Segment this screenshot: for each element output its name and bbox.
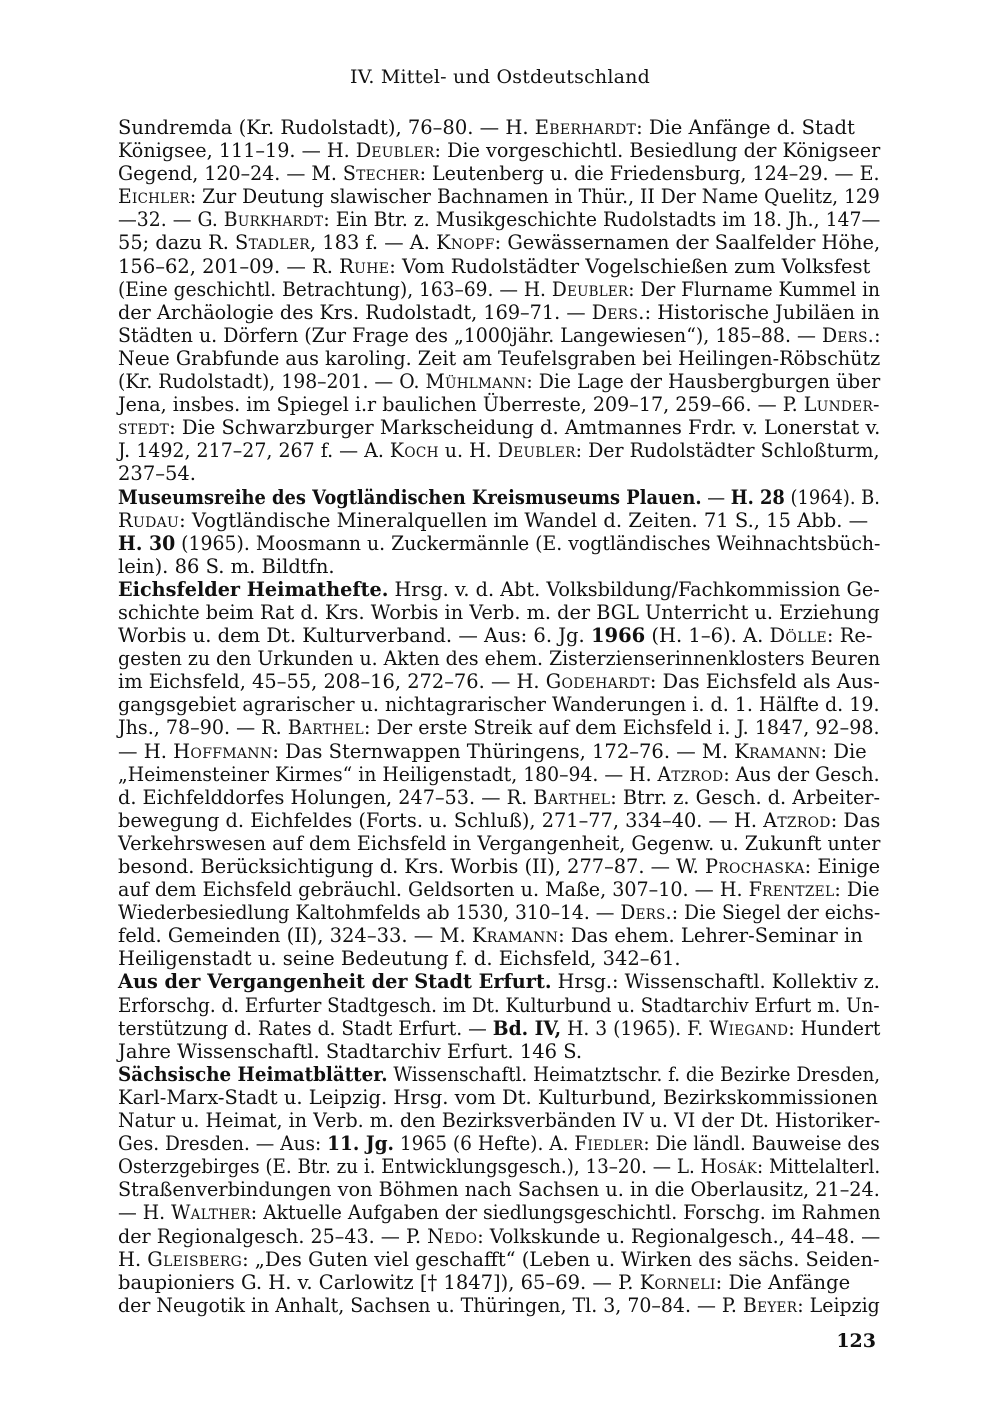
bold-text: Sächsische Heimatblätter. [118, 1062, 388, 1086]
text-run: Osterzgebirges (E. Btr. zu i. Entwicklungsgesch.), 13–20. — L. [118, 1155, 701, 1179]
text-run: Erforschg. d. Erfurter Stadtgesch. im Dt. Kulturbund u. Stadtarchiv Erfurt m. Un- [118, 993, 880, 1017]
text-line [118, 716, 880, 740]
text-run: H. [118, 1247, 148, 1271]
author-name: Prochaska [704, 855, 805, 878]
text-run: Neue Grabfunde aus karoling. Zeit am Teufelsgraben bei Heilingen-Röbschütz [118, 346, 881, 370]
text-run: Sundremda (Kr. Rudolstadt), 76–80. — H. [118, 116, 535, 139]
bold-text: Eichsfelder Heimathefte. [118, 577, 389, 601]
text-run: : Die Schwarzburger Markscheidung d. Amtmannes Frdr. v. Lonerstat v. [169, 416, 881, 440]
text-run: der Regionalgesch. 25–43. — P. [118, 1224, 428, 1248]
text-run: (Eine geschichtl. Betrachtung), 163–69. — H. [118, 277, 552, 301]
text-run: feld. Gemeinden (II), 324–33. — M. [118, 924, 472, 948]
text-run: —32. — G. [118, 208, 224, 232]
bold-text: 11. Jg. [327, 1132, 395, 1156]
text-run: : Die vorgeschichtl. Besiedlung der Königseer [434, 139, 881, 163]
text-run: 237–54. [118, 462, 196, 486]
text-run: , 183 f. — A. [309, 231, 437, 255]
text-run: : Die Siegel der eichs- [671, 901, 881, 925]
text-run: : Die Anfänge [715, 1270, 851, 1294]
text-run: gesten zu den Urkunden u. Akten des ehem. Zisterzienserinnenklosters Beuren [118, 647, 881, 671]
text-run: — H. [118, 739, 174, 763]
author-name: Burkhardt [223, 208, 324, 232]
text-run: : Re- [826, 624, 873, 648]
text-line [118, 485, 880, 509]
text-run: : Ein Btr. z. Musikgeschichte Rudolstadts im 18. Jh., 147— [323, 208, 881, 232]
author-name: Godehardt [545, 670, 650, 694]
text-run: der Neugotik in Anhalt, Sachsen u. Thüringen, Tl. 3, 70–84. — P. [118, 1293, 743, 1317]
text-run: Hrsg.: Wissenschaftl. Kollektiv z. [551, 970, 880, 994]
bold-text: 1966 [590, 624, 646, 648]
text-line [118, 139, 881, 163]
text-run: : Vogtländische Mineralquellen im Wandel d. Zeiten. 71 S., 15 Abb. — [179, 508, 869, 532]
author-name: Deubler [551, 277, 629, 301]
text-run: d. Eichfelddorfes Holungen, 247–53. — R. [118, 785, 534, 809]
author-name: Nedo [427, 1224, 478, 1248]
text-run: : Gewässernamen der Saalfelder Höhe, [494, 231, 881, 255]
author-name: Eichler [118, 185, 190, 209]
author-name: Dölle [769, 624, 827, 648]
text-run: : Aus der Gesch. [723, 762, 880, 786]
text-line [118, 855, 881, 878]
text-run: : Btrr. z. Gesch. d. Arbeiter- [610, 785, 881, 809]
author-name: Korneli [639, 1270, 716, 1294]
text-line [118, 462, 880, 485]
author-name: Stecher [342, 162, 420, 186]
text-run: : Einige [804, 855, 881, 878]
text-line [118, 208, 881, 232]
author-name: Koch [389, 439, 439, 463]
bold-text: Aus der Vergangenheit der Stadt Erfurt. [118, 970, 552, 994]
text-run: 156–62, 201–09. — R. [118, 254, 340, 278]
text-line [118, 1293, 880, 1317]
text-run: : Die Lage der Hausbergburgen über [526, 370, 881, 394]
text-line [118, 878, 880, 902]
text-line [118, 970, 880, 994]
text-line [118, 1271, 880, 1294]
text-run: : Leipzig [797, 1293, 880, 1317]
text-run: terstützung d. Rates d. Stadt Erfurt. — [118, 1016, 493, 1040]
text-run: auf dem Eichsfeld gebräuchl. Geldsorten u. Maße, 307–10. — H. [118, 878, 749, 902]
text-run: : Der Rudolstädter Schloßturm, [575, 439, 880, 463]
text-run: Karl-Marx-Stadt u. Leipzig. Hrsg. vom Dt. Kulturbund, Bezirkskommissionen [118, 1085, 878, 1109]
text-line [118, 185, 880, 209]
text-run: : „Des Guten viel geschafft“ (Leben u. Wirken des sächs. Seiden- [242, 1247, 880, 1271]
text-line [118, 762, 880, 786]
text-line [118, 1040, 880, 1063]
author-name: Hosák [700, 1155, 757, 1179]
text-line [118, 1062, 881, 1086]
author-name: Stadler [235, 231, 310, 255]
author-name: Ders. [591, 300, 645, 324]
text-run: Gegend, 120–24. — M. [118, 162, 343, 186]
author-name: Barthel [533, 785, 611, 809]
text-line [118, 740, 880, 763]
author-name: Eberhardt [534, 116, 637, 139]
author-name: Mühlmann [425, 370, 527, 394]
author-name: Hoffmann [173, 739, 273, 763]
text-run: Jena, insbes. im Spiegel i.r baulichen Überreste, 209–17, 259–66. — P. [118, 393, 804, 417]
text-line [118, 1155, 881, 1179]
text-run: : Zur Deutung slawischer Bachnamen in Thür., II Der Name Quelitz, 129 [189, 185, 880, 209]
text-line [118, 1016, 881, 1040]
author-name: Atzrod [657, 762, 724, 786]
text-line [118, 1132, 880, 1156]
text-run: : Das [830, 808, 881, 832]
text-run: (1965). Moosmann u. Zuckermännle (E. vogtländisches Weihnachtsbüch- [175, 531, 881, 555]
text-line [118, 1201, 881, 1225]
text-run: „Heimensteiner Kirmes“ in Heiligenstadt, 180–94. — H. [118, 762, 658, 786]
text-run: bewegung d. Eichfeldes (Forts. u. Schluß), 271–77, 334–40. — H. [118, 808, 764, 832]
text-run: : Aktuelle Aufgaben der siedlungsgeschichtl. Forschg. im Rahmen [250, 1201, 881, 1225]
text-run: im Eichsfeld, 45–55, 208–16, 272–76. — H. [118, 670, 546, 694]
text-line [118, 924, 880, 947]
author-name: Knopf [436, 231, 495, 255]
text-line [118, 116, 880, 139]
text-line [118, 1109, 881, 1133]
running-header: IV. Mittel- und Ostdeutschland [350, 66, 650, 88]
text-line [118, 323, 881, 347]
author-name: Beyer [742, 1293, 798, 1317]
text-line [118, 300, 880, 324]
text-line [118, 624, 880, 647]
text-run: Ges. Dresden. — Aus: [118, 1132, 328, 1156]
text-line [118, 1086, 880, 1109]
text-run: lein). 86 S. m. Bildtfn. [118, 554, 335, 578]
text-run: : Das Sternwappen Thüringens, 172–76. — M. [272, 739, 735, 763]
text-run: : [874, 323, 881, 347]
text-run: : Vom Rudolstädter Vogelschießen zum Volksfest [389, 254, 871, 278]
bold-text: H. 28 [730, 485, 785, 509]
author-name: Deubler [497, 439, 576, 463]
text-line [118, 785, 881, 809]
text-line [118, 693, 880, 717]
text-run: (1964). B. [784, 485, 880, 509]
author-name: Wiegand [709, 1016, 789, 1040]
author-name: Deubler [355, 139, 435, 163]
text-run: : Das Eichsfeld als Aus- [649, 670, 880, 694]
author-name: Gleisberg [147, 1247, 243, 1271]
bibliography-text [118, 116, 880, 1317]
text-line [118, 255, 880, 278]
text-run: Jhs., 78–90. — R. [118, 716, 288, 740]
text-line [118, 947, 880, 970]
text-line [118, 277, 881, 301]
author-name: Ders. [620, 901, 672, 925]
text-run: Hrsg. v. d. Abt. Volksbildung/Fachkommission Ge- [388, 577, 880, 601]
text-run: : Volkskunde u. Regionalgesch., 44–48. — [477, 1224, 881, 1248]
text-line [118, 555, 880, 578]
text-line [118, 370, 881, 394]
text-run: Heiligenstadt u. seine Bedeutung f. d. Eichsfeld, 342–61. [118, 947, 681, 971]
author-name: Kramann [734, 739, 821, 763]
text-run: (Kr. Rudolstadt), 198–201. — O. [118, 370, 426, 394]
bold-text: H. 30 [118, 531, 176, 555]
author-name: Ruhe [339, 254, 390, 278]
text-line [118, 439, 880, 463]
text-run: Wiederbesiedlung Kaltohmfelds ab 1530, 310–14. — [118, 901, 621, 925]
text-run: der Archäologie des Krs. Rudolstadt, 169–71. — [118, 300, 592, 324]
text-run: : Der Flurname Kummel in [628, 277, 881, 301]
text-run: Wissenschaftl. Heimatztschr. f. die Bezirke Dresden, [387, 1062, 881, 1086]
bold-text: Museumsreihe des Vogtländischen Kreismuseums Plauen. [118, 485, 702, 509]
author-name: Fiedler [574, 1132, 644, 1156]
bold-text: Bd. IV, [492, 1016, 562, 1040]
author-name: Kramann [471, 924, 559, 948]
text-run: : Mittelalterl. [756, 1155, 881, 1179]
author-name: Lunder- [803, 393, 880, 417]
text-line [118, 808, 881, 832]
text-line [118, 1247, 880, 1271]
text-run: : Der erste Streik auf dem Eichsfeld i. J. 1847, 92–98. [363, 716, 880, 740]
text-run: H. 3 (1965). F. [561, 1016, 710, 1040]
text-run: — H. [118, 1201, 172, 1225]
text-line [118, 416, 879, 439]
text-run: Straßenverbindungen von Böhmen nach Sachsen u. in die Oberlausitz, 21–24. [118, 1178, 880, 1202]
text-run: Verkehrswesen auf dem Eichsfeld in Vergangenheit, Gegenw. u. Zukunft unter [118, 831, 881, 855]
text-line [118, 600, 880, 624]
text-line [118, 670, 880, 694]
text-line [118, 231, 881, 255]
text-line [118, 162, 880, 186]
text-run: — [701, 485, 731, 509]
text-line [118, 831, 881, 855]
author-name: Rudau [118, 508, 180, 532]
author-name: Ders. [821, 323, 875, 347]
author-name: stedt [118, 416, 170, 440]
text-run: (H. 1–6). A. [645, 624, 770, 648]
text-run: gangsgebiet agrarischer u. nichtagrarischer Wanderungen i. d. 1. Hälfte d. 19. [118, 693, 880, 717]
text-run: : Hundert [788, 1016, 881, 1040]
text-run: Jahre Wissenschaftl. Stadtarchiv Erfurt. 146 S. [118, 1039, 583, 1063]
text-line [118, 901, 881, 925]
text-run: schichte beim Rat d. Krs. Worbis in Verb. m. der BGL Unterricht u. Erziehung [118, 600, 880, 624]
text-run: : Das ehem. Lehrer-Seminar in [558, 924, 863, 948]
text-run: 55; dazu R. [118, 231, 236, 255]
text-run: Städten u. Dörfern (Zur Frage des „1000jähr. Langewiesen“), 185–88. — [118, 323, 822, 347]
text-line [118, 577, 880, 601]
text-line [118, 531, 881, 555]
text-run: : Die [820, 739, 867, 763]
text-run: Natur u. Heimat, in Verb. m. den Bezirksverbänden IV u. VI der Dt. Historiker- [118, 1109, 881, 1133]
text-run: : Die [834, 878, 880, 902]
text-line [118, 509, 880, 532]
page-number: 123 [836, 1330, 876, 1352]
text-line [118, 346, 881, 370]
text-run: u. H. [438, 439, 498, 463]
text-run: Königsee, 111–19. — H. [118, 139, 356, 163]
text-run: baupioniers G. H. v. Carlowitz [† 1847]), 65–69. — P. [118, 1270, 640, 1294]
text-run: : Historische Jubiläen in [644, 300, 880, 324]
author-name: Atzrod [763, 808, 831, 832]
text-line [118, 393, 880, 417]
author-name: Barthel [287, 716, 364, 740]
text-run: J. 1492, 217–27, 267 f. — A. [118, 439, 390, 463]
text-line [118, 1178, 880, 1202]
text-line [118, 1224, 881, 1248]
text-run: besond. Berücksichtigung d. Krs. Worbis (II), 277–87. — W. [118, 855, 705, 878]
text-run: : Leutenberg u. die Friedensburg, 124–29. — E. [419, 162, 880, 186]
author-name: Walther [171, 1201, 251, 1225]
text-run: 1965 (6 Hefte). A. [394, 1132, 575, 1156]
text-run: : Die Anfänge d. Stadt [636, 116, 855, 139]
text-line [118, 993, 880, 1017]
author-name: Frentzel [748, 878, 835, 902]
text-run: Worbis u. dem Dt. Kulturverband. — Aus: 6. Jg. [118, 624, 591, 648]
text-run: : Die ländl. Bauweise des [643, 1132, 880, 1156]
text-line [118, 647, 881, 671]
